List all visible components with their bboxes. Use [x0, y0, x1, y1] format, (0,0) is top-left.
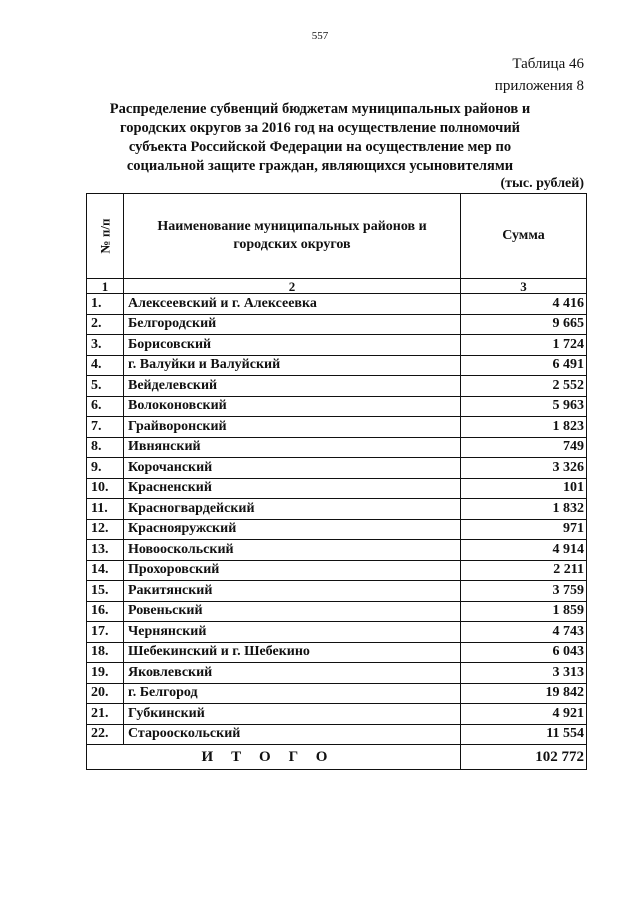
district-name: Красногвардейский — [124, 499, 461, 520]
total-row — [87, 745, 587, 770]
row-number: 5. — [87, 376, 124, 397]
subvention-amount: 11 554 — [461, 724, 587, 745]
subvention-amount: 971 — [461, 519, 587, 540]
district-name: Прохоровский — [124, 560, 461, 581]
row-number: 2. — [87, 314, 124, 335]
table-row — [87, 581, 587, 602]
table-row — [87, 683, 587, 704]
row-number: 10. — [87, 478, 124, 499]
district-name: Краснояружский — [124, 519, 461, 540]
table-row — [87, 622, 587, 643]
subvention-amount: 1 832 — [461, 499, 587, 520]
district-name: Красненский — [124, 478, 461, 499]
district-name: г. Валуйки и Валуйский — [124, 355, 461, 376]
column-number: 2 — [124, 279, 461, 294]
district-name: Корочанский — [124, 458, 461, 479]
subvention-amount: 6 491 — [461, 355, 587, 376]
units-label: (тыс. рублей) — [500, 176, 584, 191]
subvention-amount: 6 043 — [461, 642, 587, 663]
row-number: 6. — [87, 396, 124, 417]
subvention-amount: 749 — [461, 437, 587, 458]
header-number-text: № п/п — [97, 218, 112, 254]
table-row — [87, 458, 587, 479]
subvention-amount: 4 914 — [461, 540, 587, 561]
row-number: 18. — [87, 642, 124, 663]
row-number: 13. — [87, 540, 124, 561]
subvention-amount: 3 759 — [461, 581, 587, 602]
header-sum: Сумма — [461, 194, 587, 279]
row-number: 19. — [87, 663, 124, 684]
subventions-table-container — [86, 193, 586, 770]
subvention-amount: 19 842 — [461, 683, 587, 704]
column-number: 1 — [87, 279, 124, 294]
district-name: Белгородский — [124, 314, 461, 335]
table-row — [87, 642, 587, 663]
subvention-amount: 1 859 — [461, 601, 587, 622]
row-number: 8. — [87, 437, 124, 458]
subvention-amount: 9 665 — [461, 314, 587, 335]
total-label: ИТОГО — [87, 745, 461, 770]
subvention-amount: 101 — [461, 478, 587, 499]
district-name: Новооскольский — [124, 540, 461, 561]
district-name: Волоконовский — [124, 396, 461, 417]
appendix-label: приложения 8 — [494, 78, 584, 94]
column-numbers-row — [87, 279, 587, 294]
subvention-amount: 4 921 — [461, 704, 587, 725]
district-name: Грайворонский — [124, 417, 461, 438]
row-number: 16. — [87, 601, 124, 622]
row-number: 14. — [87, 560, 124, 581]
subvention-amount: 4 743 — [461, 622, 587, 643]
total-amount: 102 772 — [461, 745, 587, 770]
table-row — [87, 314, 587, 335]
row-number: 3. — [87, 335, 124, 356]
table-row — [87, 663, 587, 684]
district-name: Губкинский — [124, 704, 461, 725]
row-number: 11. — [87, 499, 124, 520]
table-row — [87, 294, 587, 315]
district-name: г. Белгород — [124, 683, 461, 704]
district-name: Ракитянский — [124, 581, 461, 602]
document-title: Распределение субвенций бюджетам муниципальных районов и городских округов за 2016 год на осуществление полномочий субъекта Российской Федерации на осуществление мер по социальной защите граждан, являющихся усыновителями — [109, 101, 531, 174]
row-number: 7. — [87, 417, 124, 438]
table-label: Таблица 46 — [512, 56, 584, 72]
header-name: Наименование муниципальных районов и городских округов — [124, 194, 461, 279]
subvention-amount: 1 724 — [461, 335, 587, 356]
table-row — [87, 335, 587, 356]
table-row — [87, 704, 587, 725]
subvention-amount: 5 963 — [461, 396, 587, 417]
row-number: 17. — [87, 622, 124, 643]
row-number: 4. — [87, 355, 124, 376]
table-row — [87, 437, 587, 458]
table-row — [87, 540, 587, 561]
table-row — [87, 417, 587, 438]
district-name: Алексеевский и г. Алексеевка — [124, 294, 461, 315]
table-row — [87, 396, 587, 417]
table-row — [87, 478, 587, 499]
row-number: 21. — [87, 704, 124, 725]
row-number: 9. — [87, 458, 124, 479]
row-number: 12. — [87, 519, 124, 540]
district-name: Ивнянский — [124, 437, 461, 458]
table-row — [87, 601, 587, 622]
table-header-row — [87, 194, 587, 279]
district-name: Вейделевский — [124, 376, 461, 397]
row-number: 20. — [87, 683, 124, 704]
page-number: 557 — [311, 30, 329, 42]
district-name: Яковлевский — [124, 663, 461, 684]
district-name: Ровеньский — [124, 601, 461, 622]
row-number: 15. — [87, 581, 124, 602]
table-row — [87, 499, 587, 520]
district-name: Шебекинский и г. Шебекино — [124, 642, 461, 663]
district-name: Борисовский — [124, 335, 461, 356]
subvention-amount: 2 552 — [461, 376, 587, 397]
district-name: Старооскольский — [124, 724, 461, 745]
table-row — [87, 376, 587, 397]
subvention-amount: 2 211 — [461, 560, 587, 581]
district-name: Чернянский — [124, 622, 461, 643]
table-row — [87, 724, 587, 745]
subventions-table — [86, 193, 587, 770]
row-number: 1. — [87, 294, 124, 315]
table-row — [87, 519, 587, 540]
header-number — [87, 194, 124, 279]
subvention-amount: 3 326 — [461, 458, 587, 479]
table-row — [87, 560, 587, 581]
table-row — [87, 355, 587, 376]
subvention-amount: 4 416 — [461, 294, 587, 315]
column-number: 3 — [461, 279, 587, 294]
subvention-amount: 1 823 — [461, 417, 587, 438]
subvention-amount: 3 313 — [461, 663, 587, 684]
row-number: 22. — [87, 724, 124, 745]
